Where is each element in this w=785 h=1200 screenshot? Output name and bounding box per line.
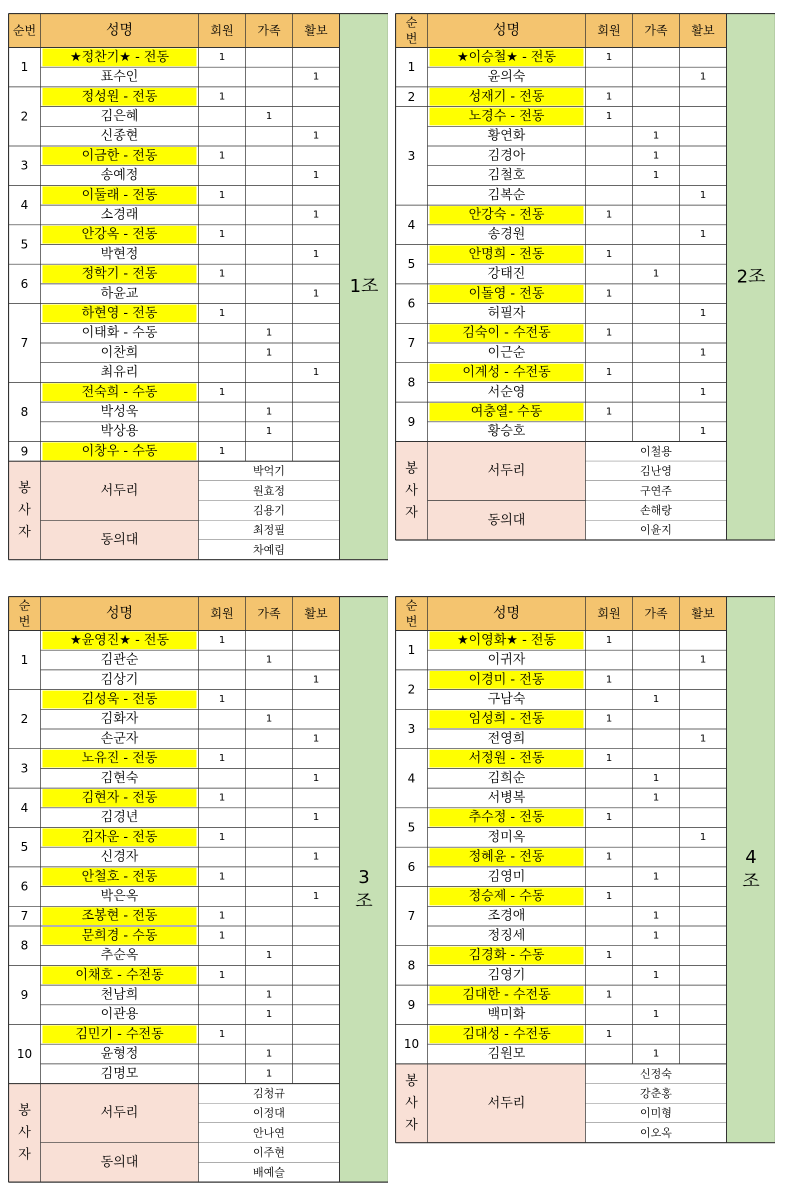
seq-number: 7 xyxy=(407,909,416,924)
member-mark: 1 xyxy=(605,91,613,103)
volunteer-mark: 1 xyxy=(312,170,320,182)
member-mark: 1 xyxy=(605,851,613,863)
family-mark: 1 xyxy=(265,327,273,339)
seq-number: 1 xyxy=(407,60,416,75)
member-name: ★이승철★ - 전동 xyxy=(456,49,557,65)
group-label: 4 xyxy=(745,847,757,869)
seq-number: 10 xyxy=(403,1037,420,1052)
family-mark: 1 xyxy=(652,930,660,942)
member-name: ★이영화★ - 전동 xyxy=(456,632,557,648)
group-table-4 xyxy=(395,596,775,1145)
volunteer-name: 안나연 xyxy=(253,1126,285,1140)
member-name: 박상용 xyxy=(100,424,139,440)
seq-number: 7 xyxy=(20,336,29,350)
member-name: 김원모 xyxy=(487,1046,526,1062)
seq-number: 9 xyxy=(407,997,416,1012)
seq-number: 2 xyxy=(407,89,416,104)
member-mark: 1 xyxy=(218,693,226,705)
member-name: 김영기 xyxy=(487,967,526,983)
header-name: 성명 xyxy=(105,22,134,39)
member-name: 문희경 - 수동 xyxy=(81,928,158,944)
volunteer-org: 서두리 xyxy=(100,483,139,499)
member-name: 백미화 xyxy=(487,1007,526,1023)
member-mark: 1 xyxy=(605,51,613,63)
seq-number: 3 xyxy=(20,761,29,776)
group-svg xyxy=(395,596,775,1145)
volunteer-title-char: 사 xyxy=(405,1095,418,1111)
family-mark: 1 xyxy=(652,772,660,784)
member-name: ★윤영진★ - 전동 xyxy=(69,632,170,648)
member-mark: 1 xyxy=(218,1028,226,1040)
volunteer-mark: 1 xyxy=(699,229,707,241)
volunteer-name: 이철용 xyxy=(640,444,672,458)
member-name: 안명희 - 전동 xyxy=(468,246,545,262)
member-name: 이돌영 - 전동 xyxy=(468,286,545,302)
member-name: ★정찬기★ - 전동 xyxy=(69,49,170,65)
family-mark: 1 xyxy=(265,110,273,122)
member-mark: 1 xyxy=(605,674,613,686)
member-name: 신경자 xyxy=(100,849,139,865)
family-mark: 1 xyxy=(265,1068,273,1080)
seq-number: 4 xyxy=(20,800,29,815)
header-volunteer: 활보 xyxy=(691,606,715,621)
header-volunteer: 활보 xyxy=(304,23,328,38)
header-seq: 순번 xyxy=(12,23,37,38)
volunteer-mark: 1 xyxy=(312,288,320,300)
group-label: 조 xyxy=(355,890,373,912)
member-name: 김은혜 xyxy=(100,108,139,124)
seq-number: 8 xyxy=(407,375,416,390)
header-seq: 순 xyxy=(405,598,418,613)
header-member: 회원 xyxy=(597,23,621,38)
volunteer-mark: 1 xyxy=(312,130,320,142)
family-mark: 1 xyxy=(652,150,660,162)
member-name: 강태진 xyxy=(487,266,526,282)
header-band xyxy=(9,597,340,631)
member-name: 김성욱 - 전동 xyxy=(81,691,158,707)
family-mark: 1 xyxy=(652,268,660,280)
group-label-cell xyxy=(340,597,389,1183)
header-family: 가족 xyxy=(644,606,668,621)
member-name: 천남희 xyxy=(100,987,139,1003)
seq-number: 3 xyxy=(20,158,29,173)
member-name: 김대성 - 수전동 xyxy=(462,1026,551,1042)
seq-number: 2 xyxy=(20,712,29,727)
volunteer-name: 원효정 xyxy=(253,484,285,498)
volunteer-title-char: 자 xyxy=(405,505,418,521)
volunteer-name: 김청규 xyxy=(253,1086,285,1100)
member-name: 이창우 - 수동 xyxy=(81,443,158,459)
member-name: 추수정 - 전동 xyxy=(468,810,545,826)
family-mark: 1 xyxy=(652,170,660,182)
member-name: 김명모 xyxy=(100,1066,139,1082)
member-name: 손군자 xyxy=(100,731,139,747)
volunteer-name: 이정대 xyxy=(253,1106,285,1120)
seq-number: 8 xyxy=(20,404,29,419)
volunteer-org: 동의대 xyxy=(100,1154,139,1170)
header-name: 성명 xyxy=(492,22,521,39)
header-seq: 번 xyxy=(405,31,418,46)
group-svg xyxy=(395,13,775,542)
volunteer-mark: 1 xyxy=(312,367,320,379)
volunteer-title-char: 자 xyxy=(18,1147,31,1163)
volunteer-mark: 1 xyxy=(699,386,707,398)
member-name: 여충열- 수동 xyxy=(470,404,543,420)
member-name: 서병복 xyxy=(487,790,526,806)
header-name: 성명 xyxy=(105,605,134,622)
member-mark: 1 xyxy=(605,890,613,902)
seq-number: 8 xyxy=(20,938,29,953)
volunteer-name: 구연주 xyxy=(640,484,672,498)
volunteer-name: 최정필 xyxy=(253,523,285,537)
family-mark: 1 xyxy=(265,1009,273,1021)
header-band xyxy=(396,597,727,631)
member-name: 최유리 xyxy=(100,365,139,381)
volunteer-name: 박억기 xyxy=(253,464,285,478)
seq-number: 8 xyxy=(407,958,416,973)
member-name: 조경애 xyxy=(487,908,526,924)
seq-number: 9 xyxy=(20,444,29,459)
volunteer-mark: 1 xyxy=(312,71,320,83)
family-mark: 1 xyxy=(265,950,273,962)
member-mark: 1 xyxy=(218,229,226,241)
member-mark: 1 xyxy=(605,248,613,260)
family-mark: 1 xyxy=(652,1009,660,1021)
volunteer-name: 차예림 xyxy=(253,543,285,557)
member-mark: 1 xyxy=(218,386,226,398)
member-mark: 1 xyxy=(218,871,226,883)
member-name: 이경미 - 전동 xyxy=(468,672,545,688)
member-mark: 1 xyxy=(218,930,226,942)
seq-number: 6 xyxy=(20,276,29,291)
group-label: 2조 xyxy=(736,266,766,288)
family-mark: 1 xyxy=(265,406,273,418)
member-name: 정징세 xyxy=(487,928,526,944)
family-mark: 1 xyxy=(265,426,273,438)
volunteer-mark: 1 xyxy=(312,674,320,686)
member-name: 안철호 - 전동 xyxy=(81,869,158,885)
member-name: 이채호 - 수전동 xyxy=(75,967,164,983)
volunteer-name: 김용기 xyxy=(253,503,285,517)
seq-number: 3 xyxy=(407,148,416,163)
member-name: 김자운 - 전동 xyxy=(81,829,158,845)
member-mark: 1 xyxy=(605,110,613,122)
member-name: 이금한 - 전동 xyxy=(81,148,158,164)
volunteer-mark: 1 xyxy=(699,654,707,666)
volunteer-mark: 1 xyxy=(312,209,320,221)
volunteer-title-char: 봉 xyxy=(18,480,31,496)
family-mark: 1 xyxy=(265,989,273,1001)
member-name: 윤의숙 xyxy=(487,69,526,85)
member-mark: 1 xyxy=(218,307,226,319)
member-name: 하현영 - 전동 xyxy=(81,305,158,321)
family-mark: 1 xyxy=(265,1048,273,1060)
volunteer-mark: 1 xyxy=(699,307,707,319)
member-name: 서순영 xyxy=(487,384,526,400)
seq-number: 2 xyxy=(20,109,29,124)
header-seq: 번 xyxy=(18,614,31,629)
group-label-cell xyxy=(727,597,776,1143)
member-name: 전영희 xyxy=(487,731,526,747)
member-name: 서정원 - 전동 xyxy=(468,751,545,767)
volunteer-name: 이미형 xyxy=(640,1106,672,1120)
member-name: 허필자 xyxy=(487,305,526,321)
volunteer-title-char: 봉 xyxy=(405,461,418,477)
header-seq: 순 xyxy=(18,598,31,613)
member-mark: 1 xyxy=(605,950,613,962)
volunteer-mark: 1 xyxy=(312,851,320,863)
volunteer-title-char: 봉 xyxy=(18,1103,31,1119)
seq-number: 1 xyxy=(20,60,29,75)
seq-number: 4 xyxy=(407,771,416,786)
header-family: 가족 xyxy=(257,606,281,621)
member-name: 정미옥 xyxy=(487,829,526,845)
member-name: 정학기 - 전동 xyxy=(81,266,158,282)
member-name: 김경화 - 수동 xyxy=(468,948,545,964)
volunteer-title-char: 사 xyxy=(18,1125,31,1141)
member-name: 황승호 xyxy=(487,424,526,440)
member-name: 이태화 - 수동 xyxy=(81,325,158,341)
header-volunteer: 활보 xyxy=(691,23,715,38)
group-label: 조 xyxy=(742,871,760,893)
volunteer-mark: 1 xyxy=(699,426,707,438)
member-name: 김철호 xyxy=(487,168,526,184)
member-name: 표수인 xyxy=(100,69,139,85)
member-mark: 1 xyxy=(218,189,226,201)
member-name: 이귀자 xyxy=(487,652,526,668)
group-label: 3 xyxy=(358,866,370,888)
header-family: 가족 xyxy=(257,23,281,38)
member-name: 김경년 xyxy=(100,810,139,826)
member-name: 김화자 xyxy=(100,711,139,727)
seq-number: 1 xyxy=(407,643,416,658)
group-table-2 xyxy=(395,13,775,542)
member-mark: 1 xyxy=(605,634,613,646)
seq-number: 7 xyxy=(20,909,29,924)
member-name: 김현자 - 전동 xyxy=(81,790,158,806)
seq-number: 4 xyxy=(407,217,416,232)
member-name: 박성욱 xyxy=(100,404,139,420)
member-mark: 1 xyxy=(605,812,613,824)
seq-number: 6 xyxy=(20,879,29,894)
family-mark: 1 xyxy=(652,693,660,705)
member-mark: 1 xyxy=(605,753,613,765)
member-mark: 1 xyxy=(218,792,226,804)
group-svg xyxy=(8,596,388,1184)
member-mark: 1 xyxy=(605,288,613,300)
header-seq: 번 xyxy=(405,614,418,629)
member-mark: 1 xyxy=(218,445,226,457)
member-name: 조봉현 - 전동 xyxy=(81,908,158,924)
member-mark: 1 xyxy=(605,1028,613,1040)
seq-number: 10 xyxy=(16,1047,33,1062)
member-name: 김영미 xyxy=(487,869,526,885)
seq-number: 3 xyxy=(407,722,416,736)
family-mark: 1 xyxy=(652,1048,660,1060)
member-mark: 1 xyxy=(218,268,226,280)
member-mark: 1 xyxy=(218,969,226,981)
member-name: 성재기 - 전동 xyxy=(468,89,545,105)
family-mark: 1 xyxy=(265,654,273,666)
group-label: 1조 xyxy=(349,276,379,298)
header-volunteer: 활보 xyxy=(304,606,328,621)
volunteer-name: 이윤지 xyxy=(640,523,672,537)
member-mark: 1 xyxy=(605,713,613,725)
member-name: 하윤교 xyxy=(100,286,139,302)
family-mark: 1 xyxy=(652,910,660,922)
volunteer-mark: 1 xyxy=(699,189,707,201)
member-mark: 1 xyxy=(218,51,226,63)
member-name: 윤형정 xyxy=(100,1046,139,1062)
volunteer-mark: 1 xyxy=(699,733,707,745)
member-mark: 1 xyxy=(218,910,226,922)
seq-number: 5 xyxy=(407,257,416,272)
header-band xyxy=(9,14,340,48)
volunteer-mark: 1 xyxy=(699,71,707,83)
seq-number: 1 xyxy=(20,653,29,668)
member-name: 추순옥 xyxy=(100,948,139,964)
seq-number: 6 xyxy=(407,859,416,874)
header-member: 회원 xyxy=(210,606,234,621)
member-name: 임성희 - 전동 xyxy=(468,711,545,727)
member-name: 이계성 - 수전동 xyxy=(462,365,551,381)
member-name: 정승제 - 수동 xyxy=(468,888,545,904)
family-mark: 1 xyxy=(652,130,660,142)
member-name: 소경래 xyxy=(100,207,139,223)
member-name: 김경아 xyxy=(487,148,526,164)
member-name: 이근순 xyxy=(487,345,526,361)
member-name: 노유진 - 전동 xyxy=(81,751,158,767)
volunteer-mark: 1 xyxy=(312,772,320,784)
header-seq: 순 xyxy=(405,15,418,30)
member-name: 김복순 xyxy=(487,187,526,203)
volunteer-mark: 1 xyxy=(312,733,320,745)
volunteer-name: 이오옥 xyxy=(640,1126,672,1140)
seq-number: 7 xyxy=(407,336,416,350)
volunteer-org: 서두리 xyxy=(487,1095,526,1111)
member-name: 김숙이 - 수전동 xyxy=(462,325,551,341)
header-member: 회원 xyxy=(597,606,621,621)
volunteer-mark: 1 xyxy=(312,890,320,902)
volunteer-title-char: 자 xyxy=(405,1117,418,1133)
volunteer-name: 손해랑 xyxy=(640,503,672,517)
header-name: 성명 xyxy=(492,605,521,622)
member-name: 황연화 xyxy=(487,128,526,144)
volunteer-name: 강춘홍 xyxy=(640,1086,672,1100)
member-mark: 1 xyxy=(605,367,613,379)
group-table-3 xyxy=(8,596,388,1184)
seq-number: 9 xyxy=(407,414,416,429)
member-mark: 1 xyxy=(605,327,613,339)
member-name: 이찬희 xyxy=(100,345,139,361)
volunteer-org: 동의대 xyxy=(487,512,526,528)
volunteer-title-char: 사 xyxy=(405,483,418,499)
volunteer-name: 신정숙 xyxy=(640,1067,672,1081)
seq-number: 4 xyxy=(20,198,29,213)
member-name: 정성원 - 전동 xyxy=(81,89,158,105)
volunteer-org: 동의대 xyxy=(100,532,139,548)
volunteer-mark: 1 xyxy=(699,347,707,359)
member-name: 안강숙 - 전동 xyxy=(468,207,545,223)
member-name: 김현숙 xyxy=(100,770,139,786)
member-name: 박현정 xyxy=(100,246,139,262)
volunteer-name: 김난영 xyxy=(640,464,672,478)
volunteer-org: 서두리 xyxy=(487,463,526,479)
volunteer-name: 배예슬 xyxy=(253,1165,285,1179)
member-name: 전숙희 - 수동 xyxy=(81,384,158,400)
family-mark: 1 xyxy=(652,792,660,804)
seq-number: 9 xyxy=(20,987,29,1002)
header-band xyxy=(396,14,727,48)
member-name: 송예정 xyxy=(100,168,139,184)
member-mark: 1 xyxy=(605,209,613,221)
family-mark: 1 xyxy=(652,871,660,883)
member-name: 안강옥 - 전동 xyxy=(81,227,158,243)
member-name: 구남숙 xyxy=(487,691,526,707)
member-mark: 1 xyxy=(218,831,226,843)
member-name: 박은옥 xyxy=(100,888,139,904)
header-member: 회원 xyxy=(210,23,234,38)
member-name: 정혜윤 - 전동 xyxy=(468,849,545,865)
group-svg xyxy=(8,13,388,562)
member-name: 김관순 xyxy=(100,652,139,668)
volunteer-mark: 1 xyxy=(312,812,320,824)
seq-number: 6 xyxy=(407,296,416,311)
member-name: 이관용 xyxy=(100,1007,139,1023)
seq-number: 2 xyxy=(407,682,416,697)
group-table-1 xyxy=(8,13,388,562)
volunteer-org: 서두리 xyxy=(100,1105,139,1121)
seq-number: 5 xyxy=(20,840,29,855)
member-name: 김상기 xyxy=(100,672,139,688)
member-name: 김민기 - 수전동 xyxy=(75,1026,164,1042)
header-family: 가족 xyxy=(644,23,668,38)
member-mark: 1 xyxy=(605,989,613,1001)
volunteer-name: 이주현 xyxy=(253,1146,285,1160)
member-name: 송경원 xyxy=(487,227,526,243)
volunteer-title-char: 봉 xyxy=(405,1073,418,1089)
member-name: 김희순 xyxy=(487,770,526,786)
member-name: 신종현 xyxy=(100,128,139,144)
family-mark: 1 xyxy=(652,969,660,981)
seq-number: 5 xyxy=(20,237,29,252)
family-mark: 1 xyxy=(265,713,273,725)
family-mark: 1 xyxy=(265,347,273,359)
volunteer-mark: 1 xyxy=(699,831,707,843)
volunteer-mark: 1 xyxy=(312,248,320,260)
member-name: 김대한 - 수전동 xyxy=(462,987,551,1003)
member-mark: 1 xyxy=(218,150,226,162)
member-name: 노경수 - 전동 xyxy=(468,108,545,124)
member-mark: 1 xyxy=(218,634,226,646)
member-mark: 1 xyxy=(218,91,226,103)
member-name: 이둘래 - 전동 xyxy=(81,187,158,203)
member-mark: 1 xyxy=(605,406,613,418)
volunteer-title-char: 사 xyxy=(18,502,31,518)
seq-number: 5 xyxy=(407,820,416,835)
volunteer-title-char: 자 xyxy=(18,524,31,540)
member-mark: 1 xyxy=(218,753,226,765)
